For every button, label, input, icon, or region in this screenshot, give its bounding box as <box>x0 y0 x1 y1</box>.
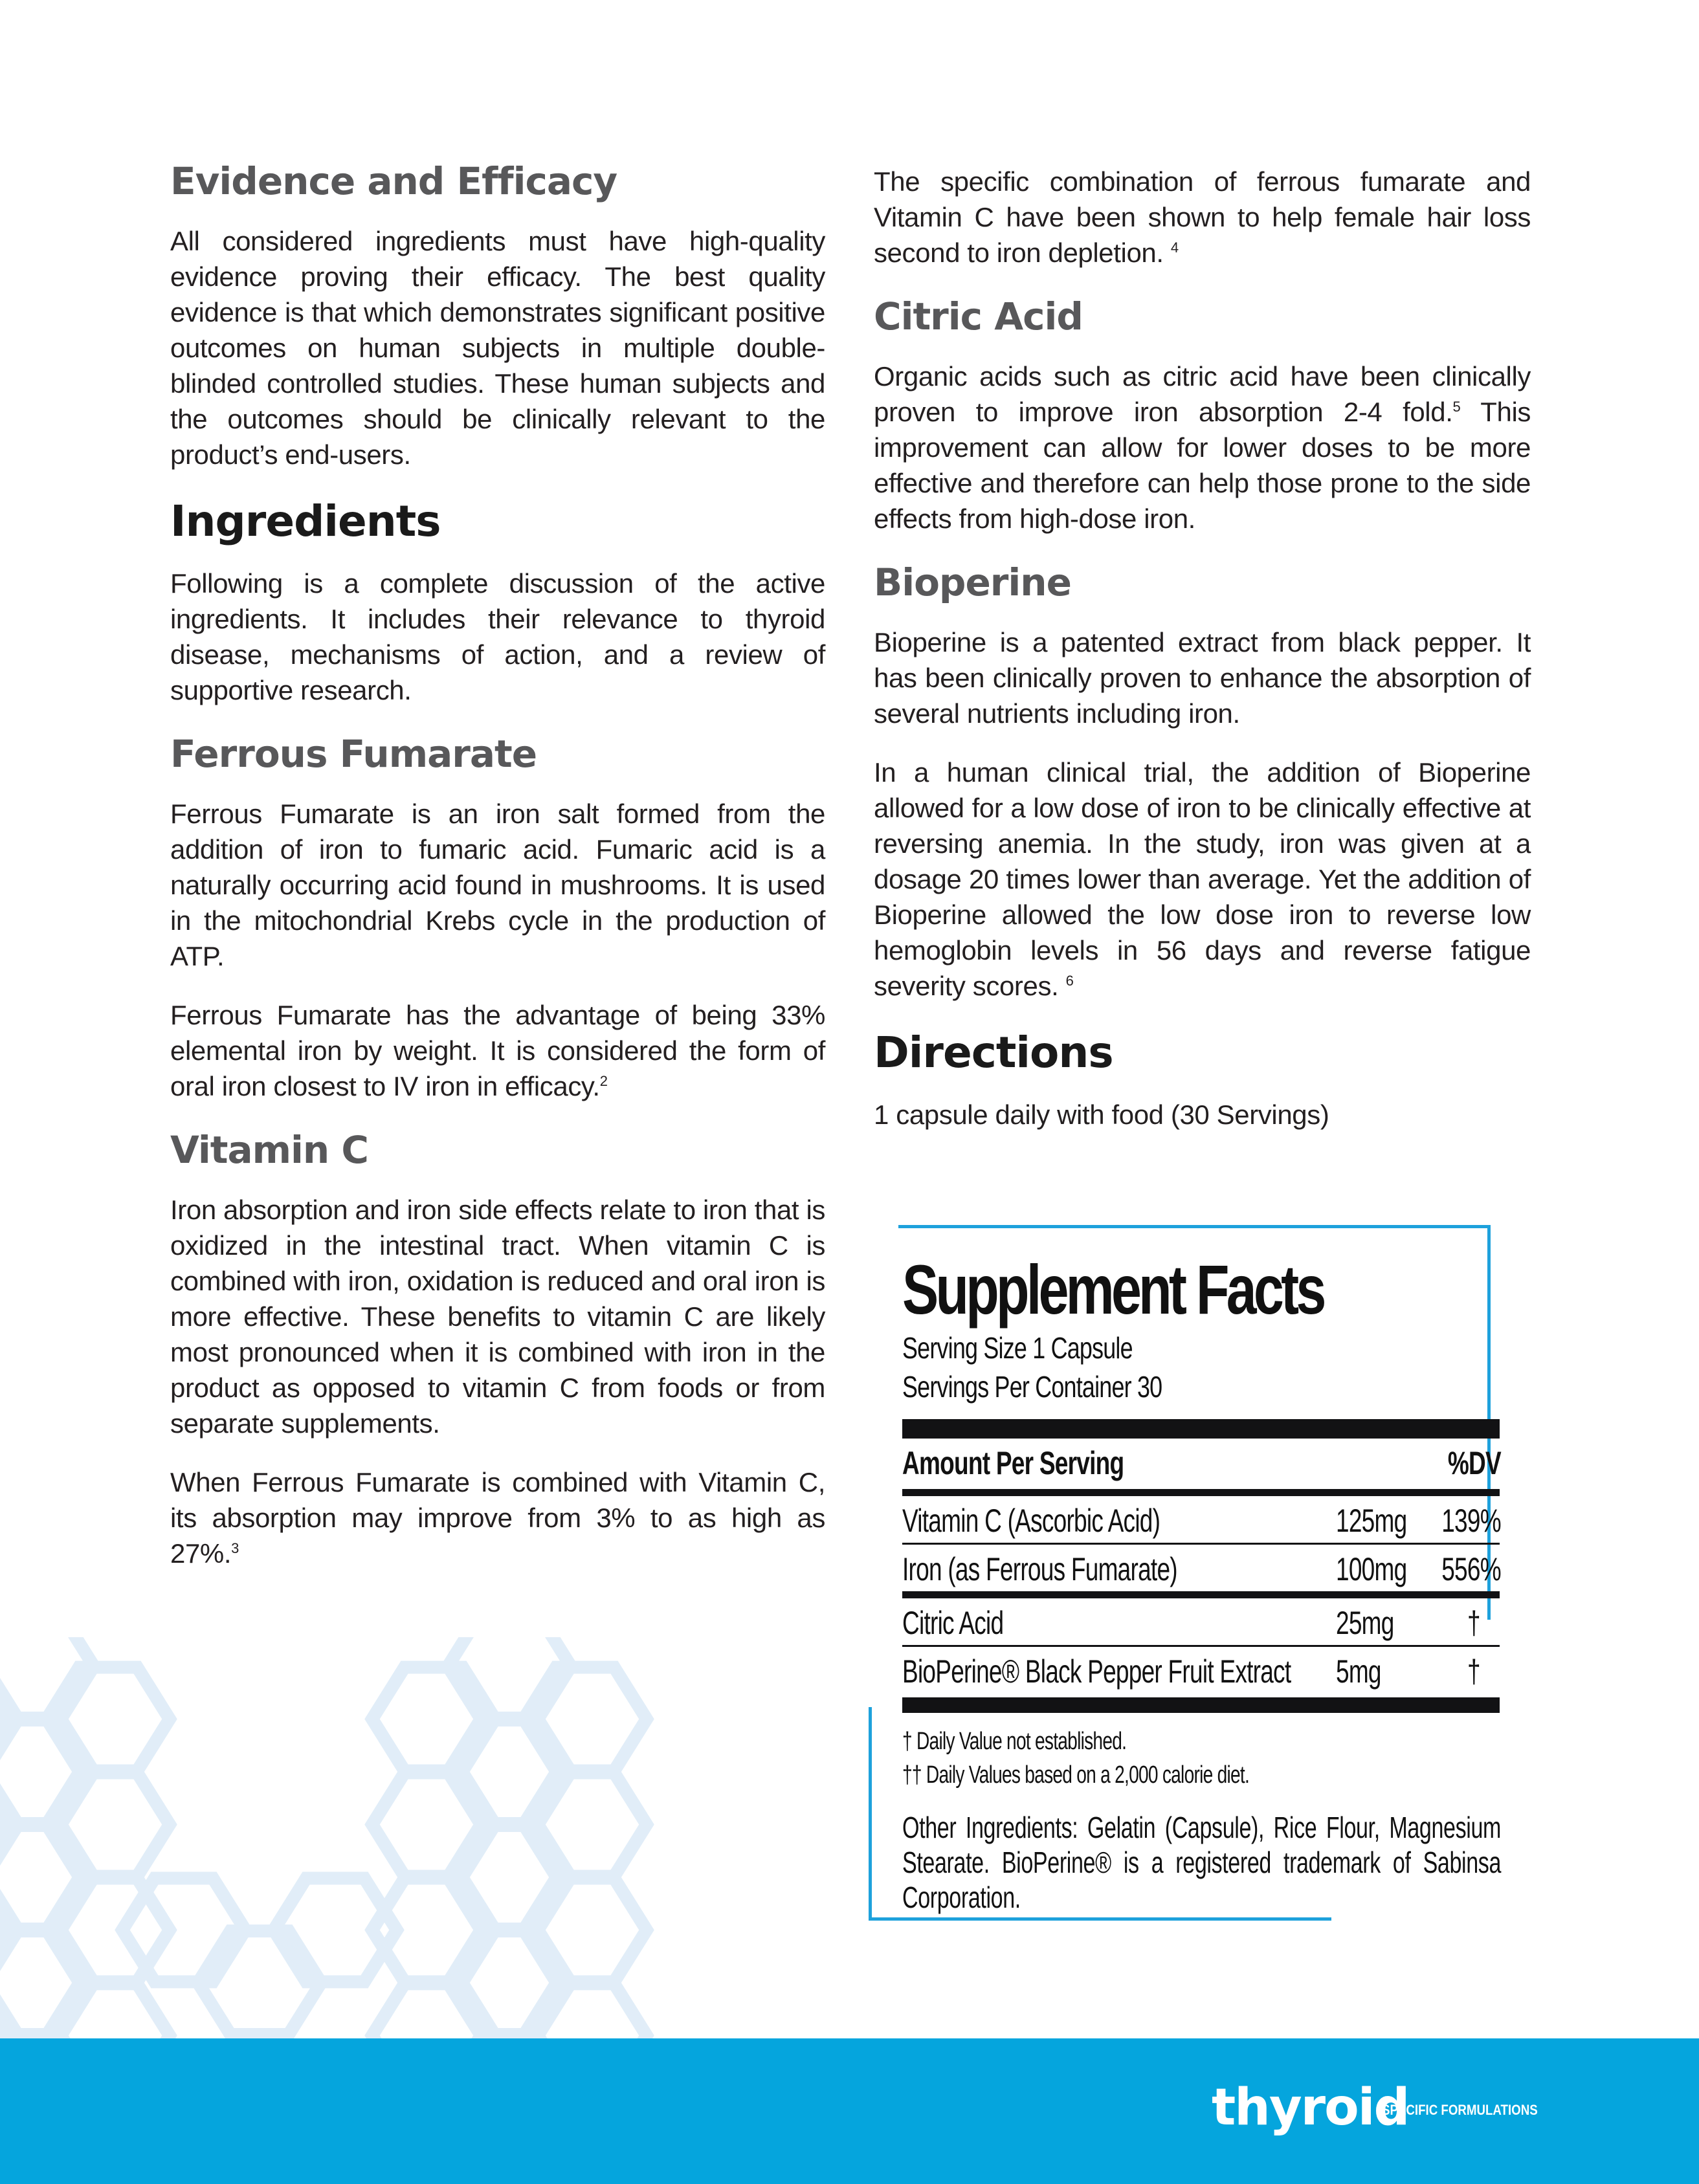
ferrous-fumarate-heading: Ferrous Fumarate <box>170 732 537 776</box>
panel-border-bottom <box>869 1917 1331 1921</box>
nutrient-amount: 5mg <box>1336 1653 1381 1690</box>
bioperine-paragraph-2 <box>874 755 1531 1004</box>
footnote-dv-not-established: † Daily Value not established. <box>902 1728 1127 1755</box>
directions-section <box>874 1027 1531 1132</box>
vitamin-c-paragraph-1: Iron absorption and iron side effects relate to iron that is oxidized in the intestinal tract. When vitamin C is combined with iron, oxidation is reduced and oral iron is more effective. These benefits to vitamin C are likely most pronounced when it is combined with iron in the product as opposed to vitamin C from foods or from separate supplements. <box>170 1195 825 1439</box>
vitamin-c-paragraph-2 <box>170 1464 825 1571</box>
citric-acid-section <box>874 294 1531 536</box>
other-ingredients: Other Ingredients: Gelatin (Capsule), Rice Flour, Magnesium Stearate. BioPerine® is a registered trademark of Sabinsa Corporation. <box>902 1811 1501 1914</box>
table-row <box>902 1496 1500 1543</box>
ferrous-fumarate-paragraph-2 <box>170 997 825 1104</box>
panel-border-top <box>898 1225 1491 1228</box>
hexagon-pattern <box>0 1637 841 2038</box>
table-row <box>902 1598 1500 1645</box>
panel-border-left <box>869 1707 872 1921</box>
medium-divider <box>902 1591 1500 1598</box>
evidence-paragraph: All considered ingredients must have high-quality evidence proving their efficacy. The best quality evidence is that which demonstrates significant positive outcomes on human subjects in multiple double-blinded controlled studies. These human subjects and the outcomes should be clinically relevant to the product’s end-users. <box>170 226 825 470</box>
bioperine-heading: Bioperine <box>874 560 1071 604</box>
table-row <box>902 1545 1500 1591</box>
evidence-heading: Evidence and Efficacy <box>170 159 617 203</box>
ingredients-paragraph: Following is a complete discussion of the active ingredients. It includes their relevance to thyroid disease, mechanisms of action, and a review of supportive research. <box>170 568 825 705</box>
supplement-facts-panel <box>867 1225 1515 1921</box>
citation-ref: 6 <box>1065 973 1074 989</box>
table-header <box>902 1439 1500 1489</box>
nutrient-amount: 100mg <box>1336 1551 1407 1587</box>
thick-divider <box>902 1697 1500 1713</box>
brand-logo: thyroid <box>1212 2079 1409 2137</box>
citric-acid-heading: Citric Acid <box>874 294 1083 338</box>
nutrient-amount: 125mg <box>1336 1503 1407 1539</box>
thick-divider <box>902 1419 1500 1439</box>
ferrous-fumarate-paragraph-1: Ferrous Fumarate is an iron salt formed from the addition of iron to fumaric acid. Fumaric acid is a naturally occurring acid found in mushrooms. It is used in the mitochondrial Krebs cycle in the production of ATP. <box>170 799 825 971</box>
medium-divider <box>902 1489 1500 1496</box>
nutrient-name: BioPerine® Black Pepper Fruit Extract <box>902 1653 1291 1690</box>
citation-ref: 3 <box>231 1540 239 1556</box>
header-amount-per-serving: Amount Per Serving <box>902 1445 1124 1481</box>
supplement-facts-content <box>902 1251 1500 1915</box>
ferrous-fumarate-section <box>170 731 825 1104</box>
nutrient-dv: † <box>1467 1653 1480 1690</box>
paragraph-text: Ferrous Fumarate has the advantage of being 33% elemental iron by weight. It is considered the form of oral iron closest to IV iron in efficacy. <box>170 1000 825 1101</box>
citric-acid-paragraph <box>874 358 1531 536</box>
bioperine-section <box>874 560 1531 1004</box>
evidence-section <box>170 159 825 472</box>
vitamin-c-section <box>170 1127 825 1571</box>
ingredients-section <box>170 496 825 708</box>
citation-ref: 2 <box>599 1073 608 1089</box>
nutrient-dv: † <box>1467 1605 1480 1641</box>
citation-ref: 4 <box>1170 239 1179 256</box>
paragraph-text: The specific combination of ferrous fumarate and Vitamin C have been shown to help female hair loss second to iron depletion. <box>874 166 1531 268</box>
directions-heading: Directions <box>874 1028 1113 1077</box>
vitamin-c-heading: Vitamin C <box>170 1128 368 1172</box>
footnotes <box>902 1725 1500 1792</box>
footnote-calorie-diet: †† Daily Values based on a 2,000 calorie diet. <box>902 1761 1250 1789</box>
brand-tagline: SPECIFIC FORMULATIONS <box>1382 2102 1538 2118</box>
right-column <box>874 159 1531 1156</box>
servings-per-container: Servings Per Container 30 <box>902 1370 1162 1404</box>
nutrient-name: Citric Acid <box>902 1605 1004 1641</box>
nutrient-dv: 556% <box>1441 1551 1501 1587</box>
bioperine-paragraph-1: Bioperine is a patented extract from black pepper. It has been clinically proven to enhance the absorption of several nutrients including iron. <box>874 627 1531 729</box>
paragraph-text: Organic acids such as citric acid have been clinically proven to improve iron absorption 2-4 fold. <box>874 361 1531 427</box>
directions-text: 1 capsule daily with food (30 Servings) <box>874 1099 1329 1130</box>
ingredients-heading: Ingredients <box>170 496 441 546</box>
footer-band <box>0 2038 1699 2184</box>
vitamin-c-continued-paragraph <box>874 164 1531 270</box>
paragraph-text: When Ferrous Fumarate is combined with Vitamin C, its absorption may improve from 3% to as high as 27%. <box>170 1467 825 1569</box>
serving-size: Serving Size 1 Capsule <box>902 1331 1133 1365</box>
nutrient-name: Vitamin C (Ascorbic Acid) <box>902 1503 1160 1539</box>
nutrient-amount: 25mg <box>1336 1605 1394 1641</box>
table-row <box>902 1647 1500 1693</box>
left-column <box>170 159 825 1594</box>
nutrient-dv: 139% <box>1441 1503 1501 1539</box>
paragraph-text: This improvement can allow for lower doses to be more effective and therefore can help those prone to the side effects from high-dose iron. <box>874 397 1531 534</box>
nutrient-name: Iron (as Ferrous Fumarate) <box>902 1551 1177 1587</box>
header-dv: %DV <box>1447 1445 1501 1481</box>
citation-ref: 5 <box>1452 399 1461 415</box>
paragraph-text: In a human clinical trial, the addition of Bioperine allowed for a low dose of iron to be clinically effective at reversing anemia. In the study, iron was given at a dosage 20 times lower than average. Yet the addition of Bioperine allowed the low dose iron to reverse low hemoglobin levels in 56 days and reverse fatigue severity scores. <box>874 757 1531 1001</box>
supplement-facts-title: Supplement Facts <box>902 1250 1324 1329</box>
